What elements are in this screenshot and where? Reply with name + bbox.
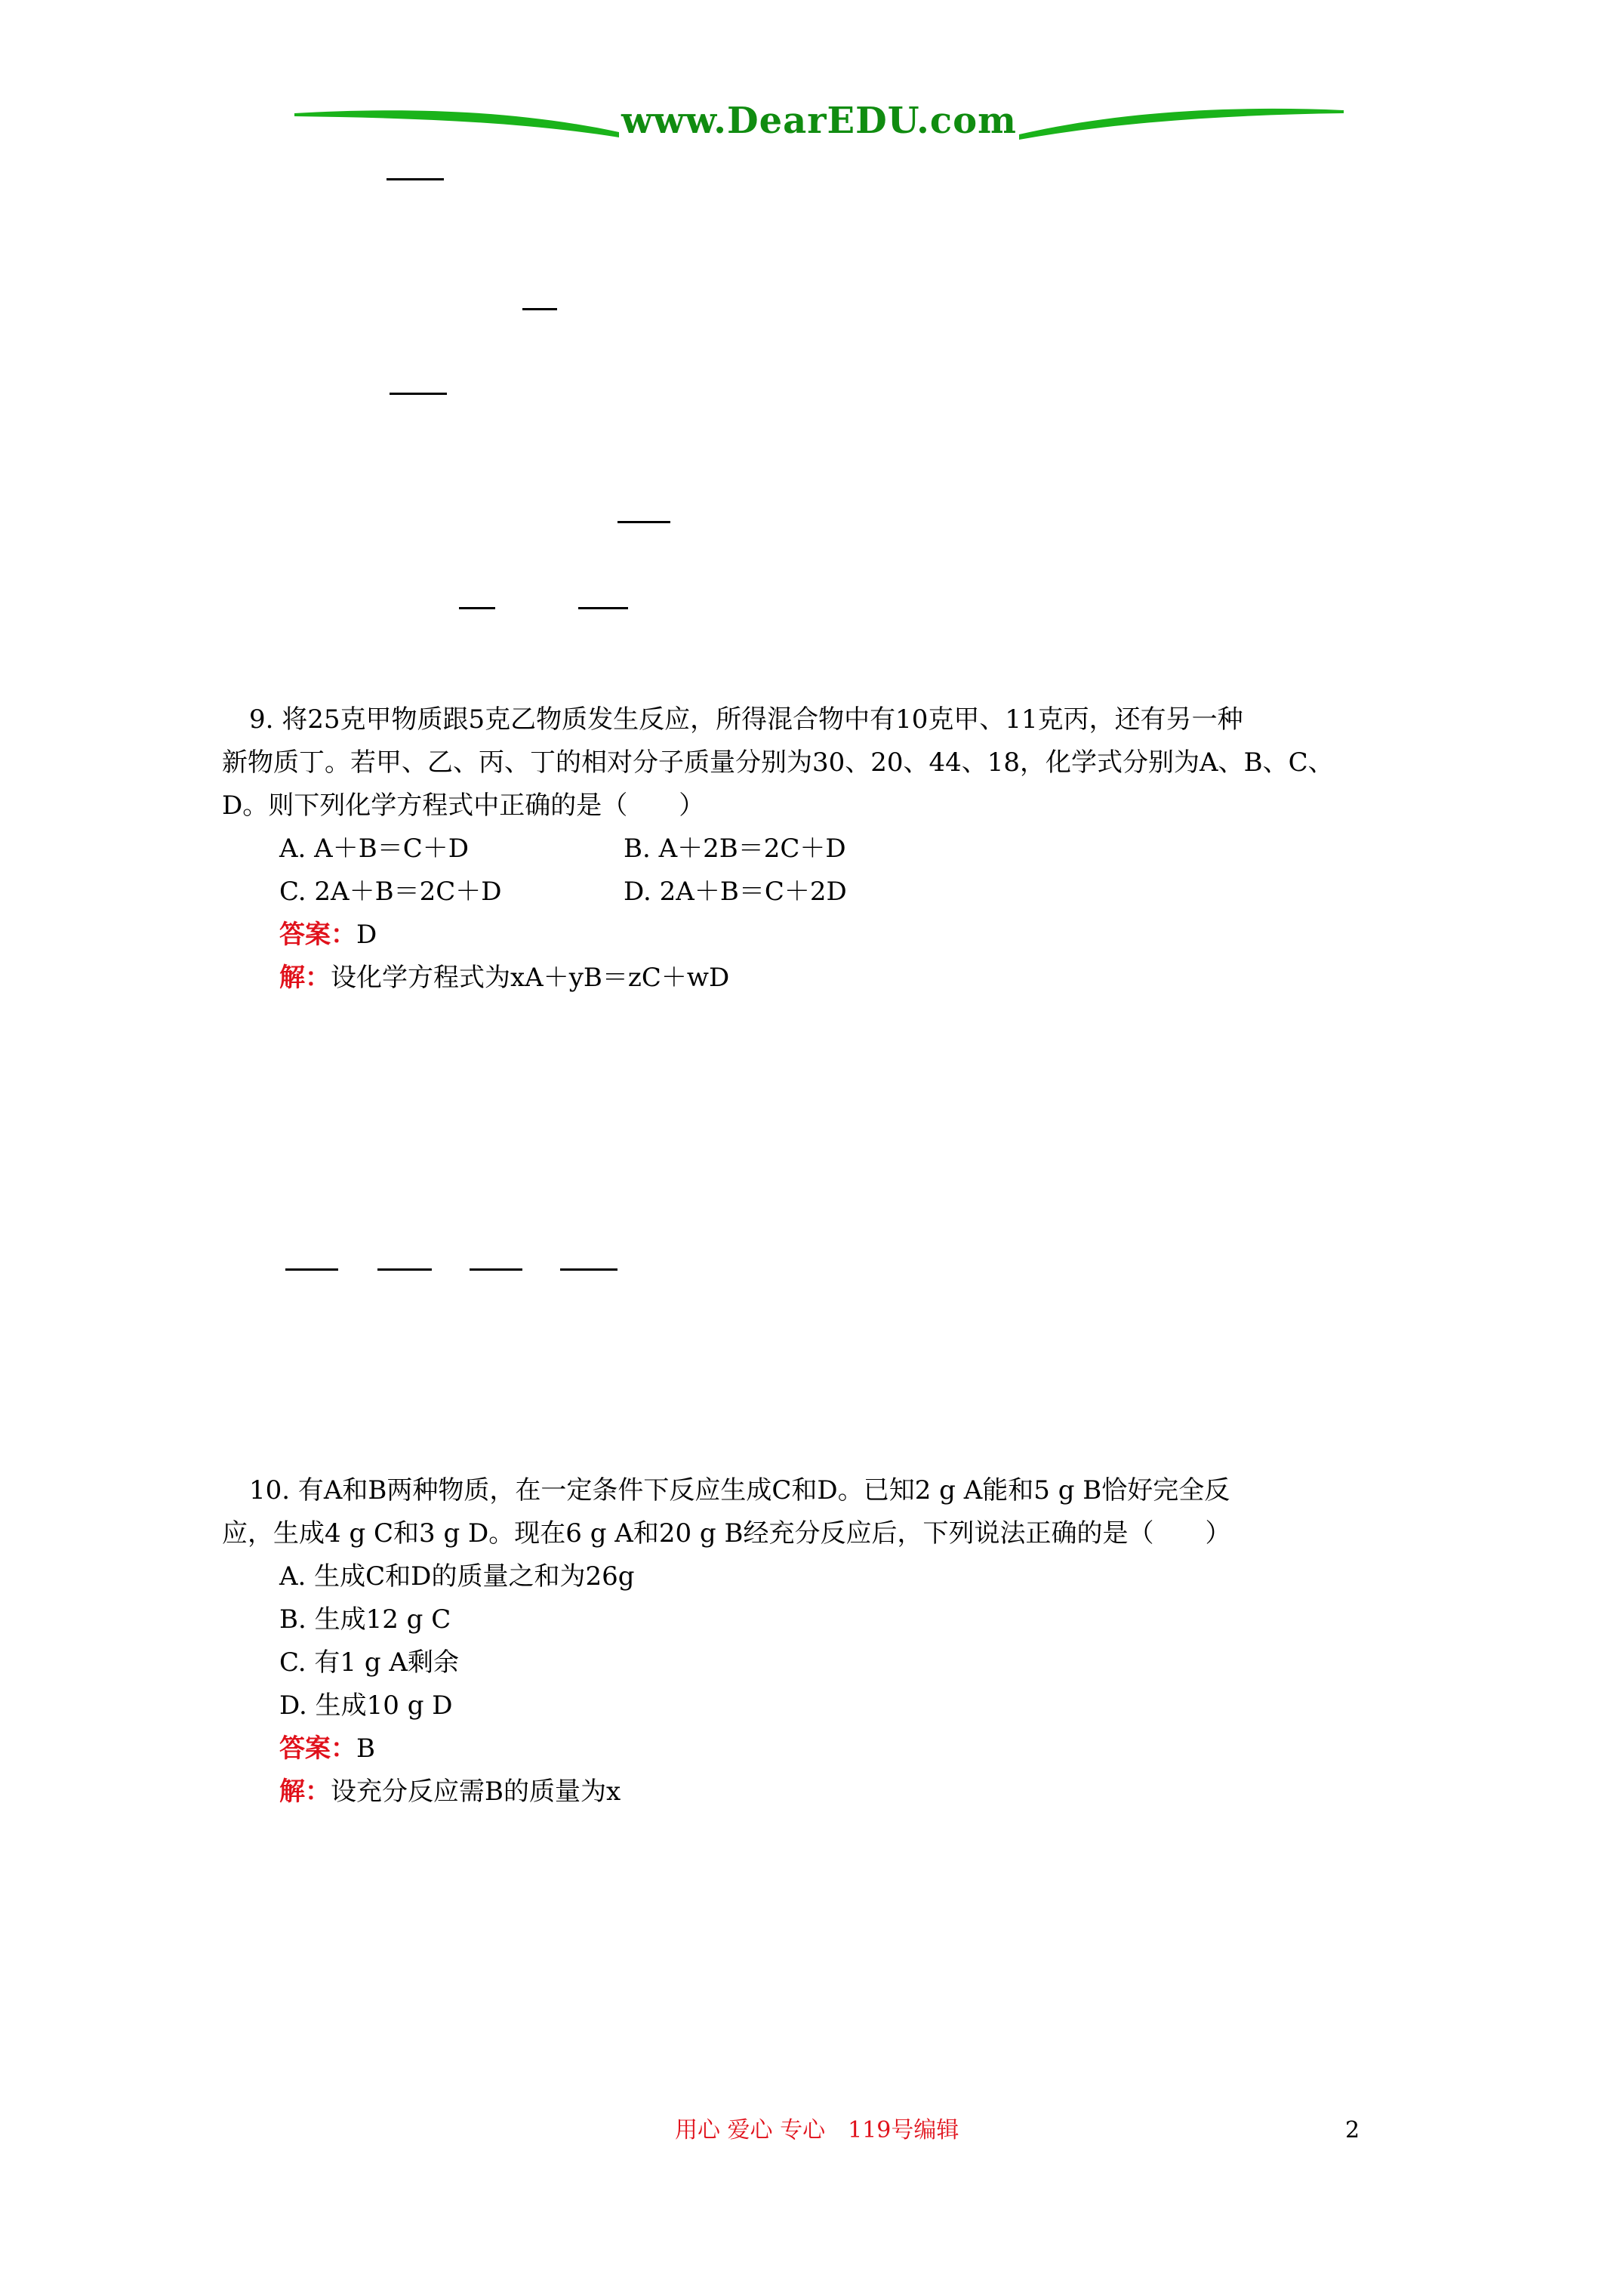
page-number: 2 <box>1345 2117 1360 2143</box>
q10-answer <box>279 1727 375 1771</box>
page-footer <box>0 2114 1623 2152</box>
formula-line-double <box>390 393 447 395</box>
header-banner <box>287 91 1351 166</box>
solution-label: 解： <box>279 963 331 993</box>
q9-solution <box>279 957 729 1000</box>
answer-value: B <box>356 1734 375 1764</box>
formula-line <box>470 1268 522 1271</box>
q10-option-a: A. 生成C和D的质量之和为26g <box>279 1561 635 1592</box>
q9-option-b: B. A＋2B＝2C＋D <box>624 834 846 864</box>
solution-label: 解： <box>279 1777 331 1807</box>
formula-line <box>578 607 628 609</box>
answer-value: D <box>356 920 377 950</box>
site-url: www.DearEDU.com <box>621 100 1017 142</box>
formula-line <box>522 308 557 310</box>
solution-text: 设充分反应需B的质量为x <box>331 1777 621 1807</box>
q10-stem-line-1: 10. 有A和B两种物质，在一定条件下反应生成C和D。已知2 g A能和5 g B恰好完全反 <box>249 1475 1230 1505</box>
q10-option-d: D. 生成10 g D <box>279 1690 453 1721</box>
formula-line <box>285 1268 338 1271</box>
q10-option-b: B. 生成12 g C <box>279 1604 451 1635</box>
q9-option-a: A. A＋B＝C＋D <box>279 834 469 864</box>
q9-stem-line-3: D。则下列化学方程式中正确的是（ ） <box>222 791 705 821</box>
q9-option-d: D. 2A＋B＝C＋2D <box>624 877 847 907</box>
q9-answer <box>279 914 377 957</box>
q9-option-c: C. 2A＋B＝2C＋D <box>279 877 502 907</box>
answer-label: 答案： <box>279 920 356 950</box>
footer-text: 用心 爱心 专心 119号编辑 <box>675 2117 959 2143</box>
formula-line <box>459 607 495 609</box>
q10-option-c: C. 有1 g A剩余 <box>279 1647 459 1678</box>
q9-stem-line-2: 新物质丁。若甲、乙、丙、丁的相对分子质量分别为30、20、44、18，化学式分别为A、B、C、 <box>222 747 1334 778</box>
formula-line <box>377 1268 432 1271</box>
formula-line-double <box>387 178 444 180</box>
formula-line <box>560 1268 617 1271</box>
solution-text: 设化学方程式为xA＋yB＝zC＋wD <box>331 963 730 993</box>
q10-stem-line-2: 应，生成4 g C和3 g D。现在6 g A和20 g B经充分反应后，下列说法正确的是（ ） <box>222 1518 1231 1549</box>
answer-label: 答案： <box>279 1734 356 1764</box>
q9-stem-line-1: 9. 将25克甲物质跟5克乙物质发生反应，所得混合物中有10克甲、11克丙，还有另一种 <box>249 704 1243 735</box>
q10-solution <box>279 1771 621 1814</box>
formula-line <box>617 521 670 523</box>
